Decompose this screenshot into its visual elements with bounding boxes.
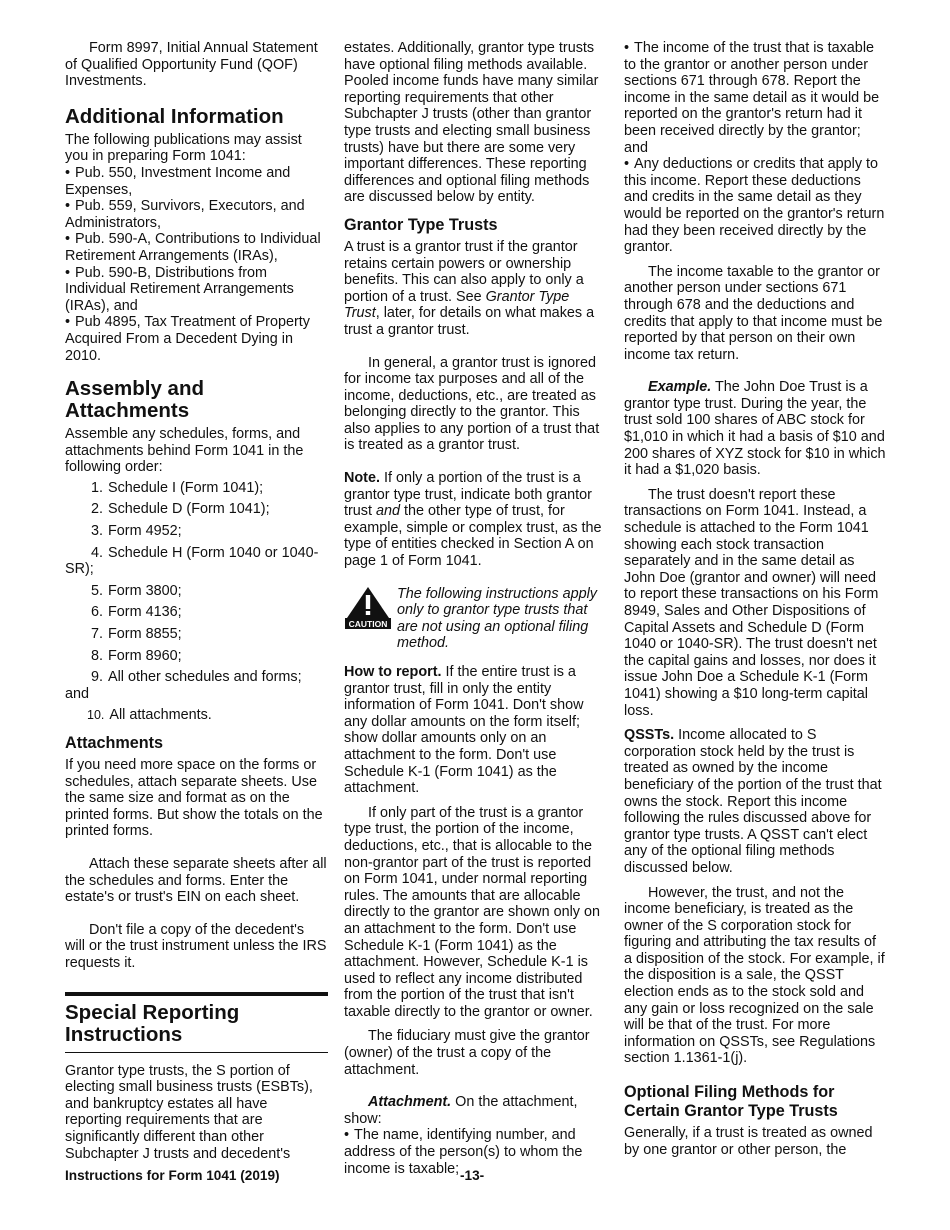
- bullet-item: • The income of the trust that is taxable to the grantor or another person under sections 671 through 678. Report the income in the same detail as it would be reported on the grantor's return had it been received directly by the grantor; and: [624, 40, 887, 156]
- bullet-item: • Any deductions or credits that apply to this income. Report these deductions and credits in the same detail as they would be reported on the grantor's return had they been received directly by the grantor.: [624, 156, 887, 256]
- qssts-label: QSSTs.: [624, 727, 675, 744]
- list-item: 8. Form 8960;: [90, 647, 182, 664]
- list-item: 7. Form 8855;: [90, 626, 182, 643]
- caution-block: [344, 586, 607, 652]
- list-item: 3. Form 4952;: [90, 523, 182, 540]
- cross-reference: Grantor Type Trust: [344, 288, 570, 322]
- list-item: 9. All other schedules and forms; and: [65, 669, 302, 702]
- caution-icon: [344, 586, 392, 630]
- additional-info-lead: The following publications may assist you in preparing Form 1041:: [65, 131, 302, 165]
- heading-special-reporting: Special Reporting Instructions: [65, 1002, 328, 1053]
- bullet-item: • The name, identifying number, and address of the person(s) to whom the income is taxable;: [344, 1127, 607, 1177]
- caution-text: The following instructions apply only to grantor type trusts that are not using an optional filing method.: [397, 585, 597, 652]
- pub-item: • Pub. 590-A, Contributions to Individual Retirement Arrangements (IRAs),: [65, 231, 328, 264]
- list-item: 10. All attachments.: [87, 707, 212, 724]
- footer-form-title: Instructions for Form 1041 (2019): [65, 1168, 280, 1183]
- attachments-paragraph: Attach these separate sheets after all the schedules and forms. Enter the estate's or trust's EIN on each sheet.: [65, 855, 327, 906]
- qssts-paragraph: QSSTs. Income allocated to S corporation stock held by the trust is treated as owned by the income beneficiary of the portion of the trust that owns the stock. Report this income following the rules discussed above for grantor type trusts. A QSST can't elect any of the optional filing methods discussed below.: [624, 727, 882, 876]
- list-item: 2. Schedule D (Form 1041);: [90, 501, 270, 518]
- svg-text:CAUTION: CAUTION: [348, 618, 388, 629]
- column-1: [65, 40, 328, 1170]
- note-label: Note.: [344, 470, 380, 487]
- paragraph: If only part of the trust is a grantor type trust, the portion of the income, deductions, etc., that is allocable to the non-grantor part of the trust is reported on Form 1041, under normal reporting rules. The amounts that are allocable directly to the grantor are shown only on an attachment to the form. Don't use Schedule K-1 (Form 1041) as the attachment. However, Schedule K-1 is used to reflect any income distributed from the portion of the trust that isn't taxable directly to the grantor or owner.: [344, 804, 600, 1020]
- attachment-paragraph: Attachment. On the attachment, show:: [344, 1094, 578, 1127]
- example-paragraph: Example. The John Doe Trust is a grantor type trust. During the year, the trust sold 100 shares of ABC stock for $1,010 in which it had a basis of $10 and 200 shares of XYZ stock for $10 in which it had a $1,020 basis.: [624, 379, 886, 479]
- paragraph: The fiduciary must give the grantor (owner) of the trust a copy of the attachment.: [344, 1028, 590, 1078]
- paragraph: The income taxable to the grantor or another person under sections 671 through 678 and the deductions and credits that apply to that income must be reported by that person on their own income tax return.: [624, 263, 883, 363]
- assembly-order-list: [65, 480, 328, 724]
- paragraph: Generally, if a trust is treated as owned by one grantor or other person, the: [624, 1125, 873, 1158]
- special-reporting-section: [65, 992, 328, 1163]
- paragraph: In general, a grantor trust is ignored for income tax purposes and all of the income, deductions, etc., are treated as belonging directly to the grantor. This also applies to any portion of a trust that is treated as a grantor trust.: [344, 354, 600, 454]
- note-paragraph: Note. If only a portion of the trust is a grantor type trust, indicate both grantor trust and the other type of trust, for example, simple or complex trust, as the type of entities checked in Section A on page 1 of Form 1041.: [344, 470, 602, 570]
- example-label: Example.: [648, 379, 712, 396]
- pub-item: • Pub 4895, Tax Treatment of Property Acquired From a Decedent Dying in 2010.: [65, 314, 328, 364]
- assembly-lead: Assemble any schedules, forms, and attachments behind Form 1041 in the following order:: [65, 426, 304, 476]
- list-item: 1. Schedule I (Form 1041);: [90, 479, 264, 496]
- how-to-report-label: How to report.: [344, 664, 442, 680]
- list-item: 6. Form 4136;: [90, 604, 182, 621]
- paragraph: A trust is a grantor trust if the grantor retains certain powers or ownership benefits. This can also apply to only a portion of a trust. See Grantor Type Trust, later, for details on what makes a trust a grantor trust.: [344, 238, 595, 338]
- column-2: [344, 40, 607, 1177]
- how-to-report-paragraph: How to report. If the entire trust is a grantor trust, fill in only the entity information of Form 1041. Don't show any dollar amounts on the form itself; show dollar amounts only on an attachment to the form. Don't use Schedule K-1 (Form 1041) as the attachment.: [344, 664, 584, 797]
- attachments-paragraph: Don't file a copy of the decedent's will or the trust instrument unless the IRS requests it.: [65, 921, 327, 971]
- heading-optional-filing-methods: Optional Filing Methods for Certain Grantor Type Trusts: [624, 1083, 838, 1121]
- pub-item: • Pub. 590-B, Distributions from Individual Retirement Arrangements (IRAs), and: [65, 265, 328, 315]
- heading-attachments: Attachments: [65, 734, 164, 752]
- pub-item: • Pub. 559, Survivors, Executors, and Administrators,: [65, 198, 328, 231]
- attachment-label: Attachment.: [368, 1094, 452, 1111]
- paragraph: However, the trust, and not the income beneficiary, is treated as the owner of the S corporation stock for figuring and attributing the tax results of a disposition of the stock. For example, if the disposition is a sale, the QSST election ends as to the stock sold and any gain or loss recognized on the sale will be that of the trust. For more information on QSSTs, see Regulations section 1.1361-1(j).: [624, 884, 885, 1067]
- special-reporting-paragraph: Grantor type trusts, the S portion of electing small business trusts (ESBTs), and bankruptcy estates all have reporting requirements that are significantly different than other Subchapter J trusts and decedent's: [65, 1062, 313, 1162]
- intro-paragraph: Form 8997, Initial Annual Statement of Qualified Opportunity Fund (QOF) Investments.: [65, 40, 318, 90]
- pub-item: • Pub. 550, Investment Income and Expenses,: [65, 165, 328, 198]
- heading-additional-information: Additional Information: [65, 104, 284, 128]
- heading-grantor-type-trusts: Grantor Type Trusts: [344, 215, 498, 234]
- list-item: 4. Schedule H (Form 1040 or 1040-SR);: [65, 544, 319, 578]
- paragraph: The trust doesn't report these transactions on Form 1041. Instead, a schedule is attached to the Form 1041 showing each stock transaction separately and in the same detail as John Doe (grantor and owner) will need to report these transactions on his Form 8949, Sales and Other Dispositions of Capital Assets and Schedule D (Form 1040 or 1040-SR). The trust doesn't net the capital gains and losses, nor does it issue John Doe a Schedule K-1 (Form 1041) showing a $10 long-term capital loss.: [624, 486, 879, 719]
- attachments-paragraph: If you need more space on the forms or schedules, attach separate sheets. Use the same size and format as on the printed forms. But show the totals on the printed forms.: [65, 757, 323, 840]
- heading-assembly: Assembly and Attachments: [65, 377, 204, 423]
- page-number: -13-: [460, 1168, 485, 1183]
- column-3: [624, 40, 887, 1166]
- list-item: 5. Form 3800;: [90, 582, 182, 599]
- paragraph: estates. Additionally, grantor type trusts have optional filing methods available. Pooled income funds have many similar reporting requirements that other Subchapter J trusts (other than grantor type trusts and electing small business trusts) have but there are some very important differences. These reporting differences and optional filing methods are discussed below by entity.: [344, 40, 599, 206]
